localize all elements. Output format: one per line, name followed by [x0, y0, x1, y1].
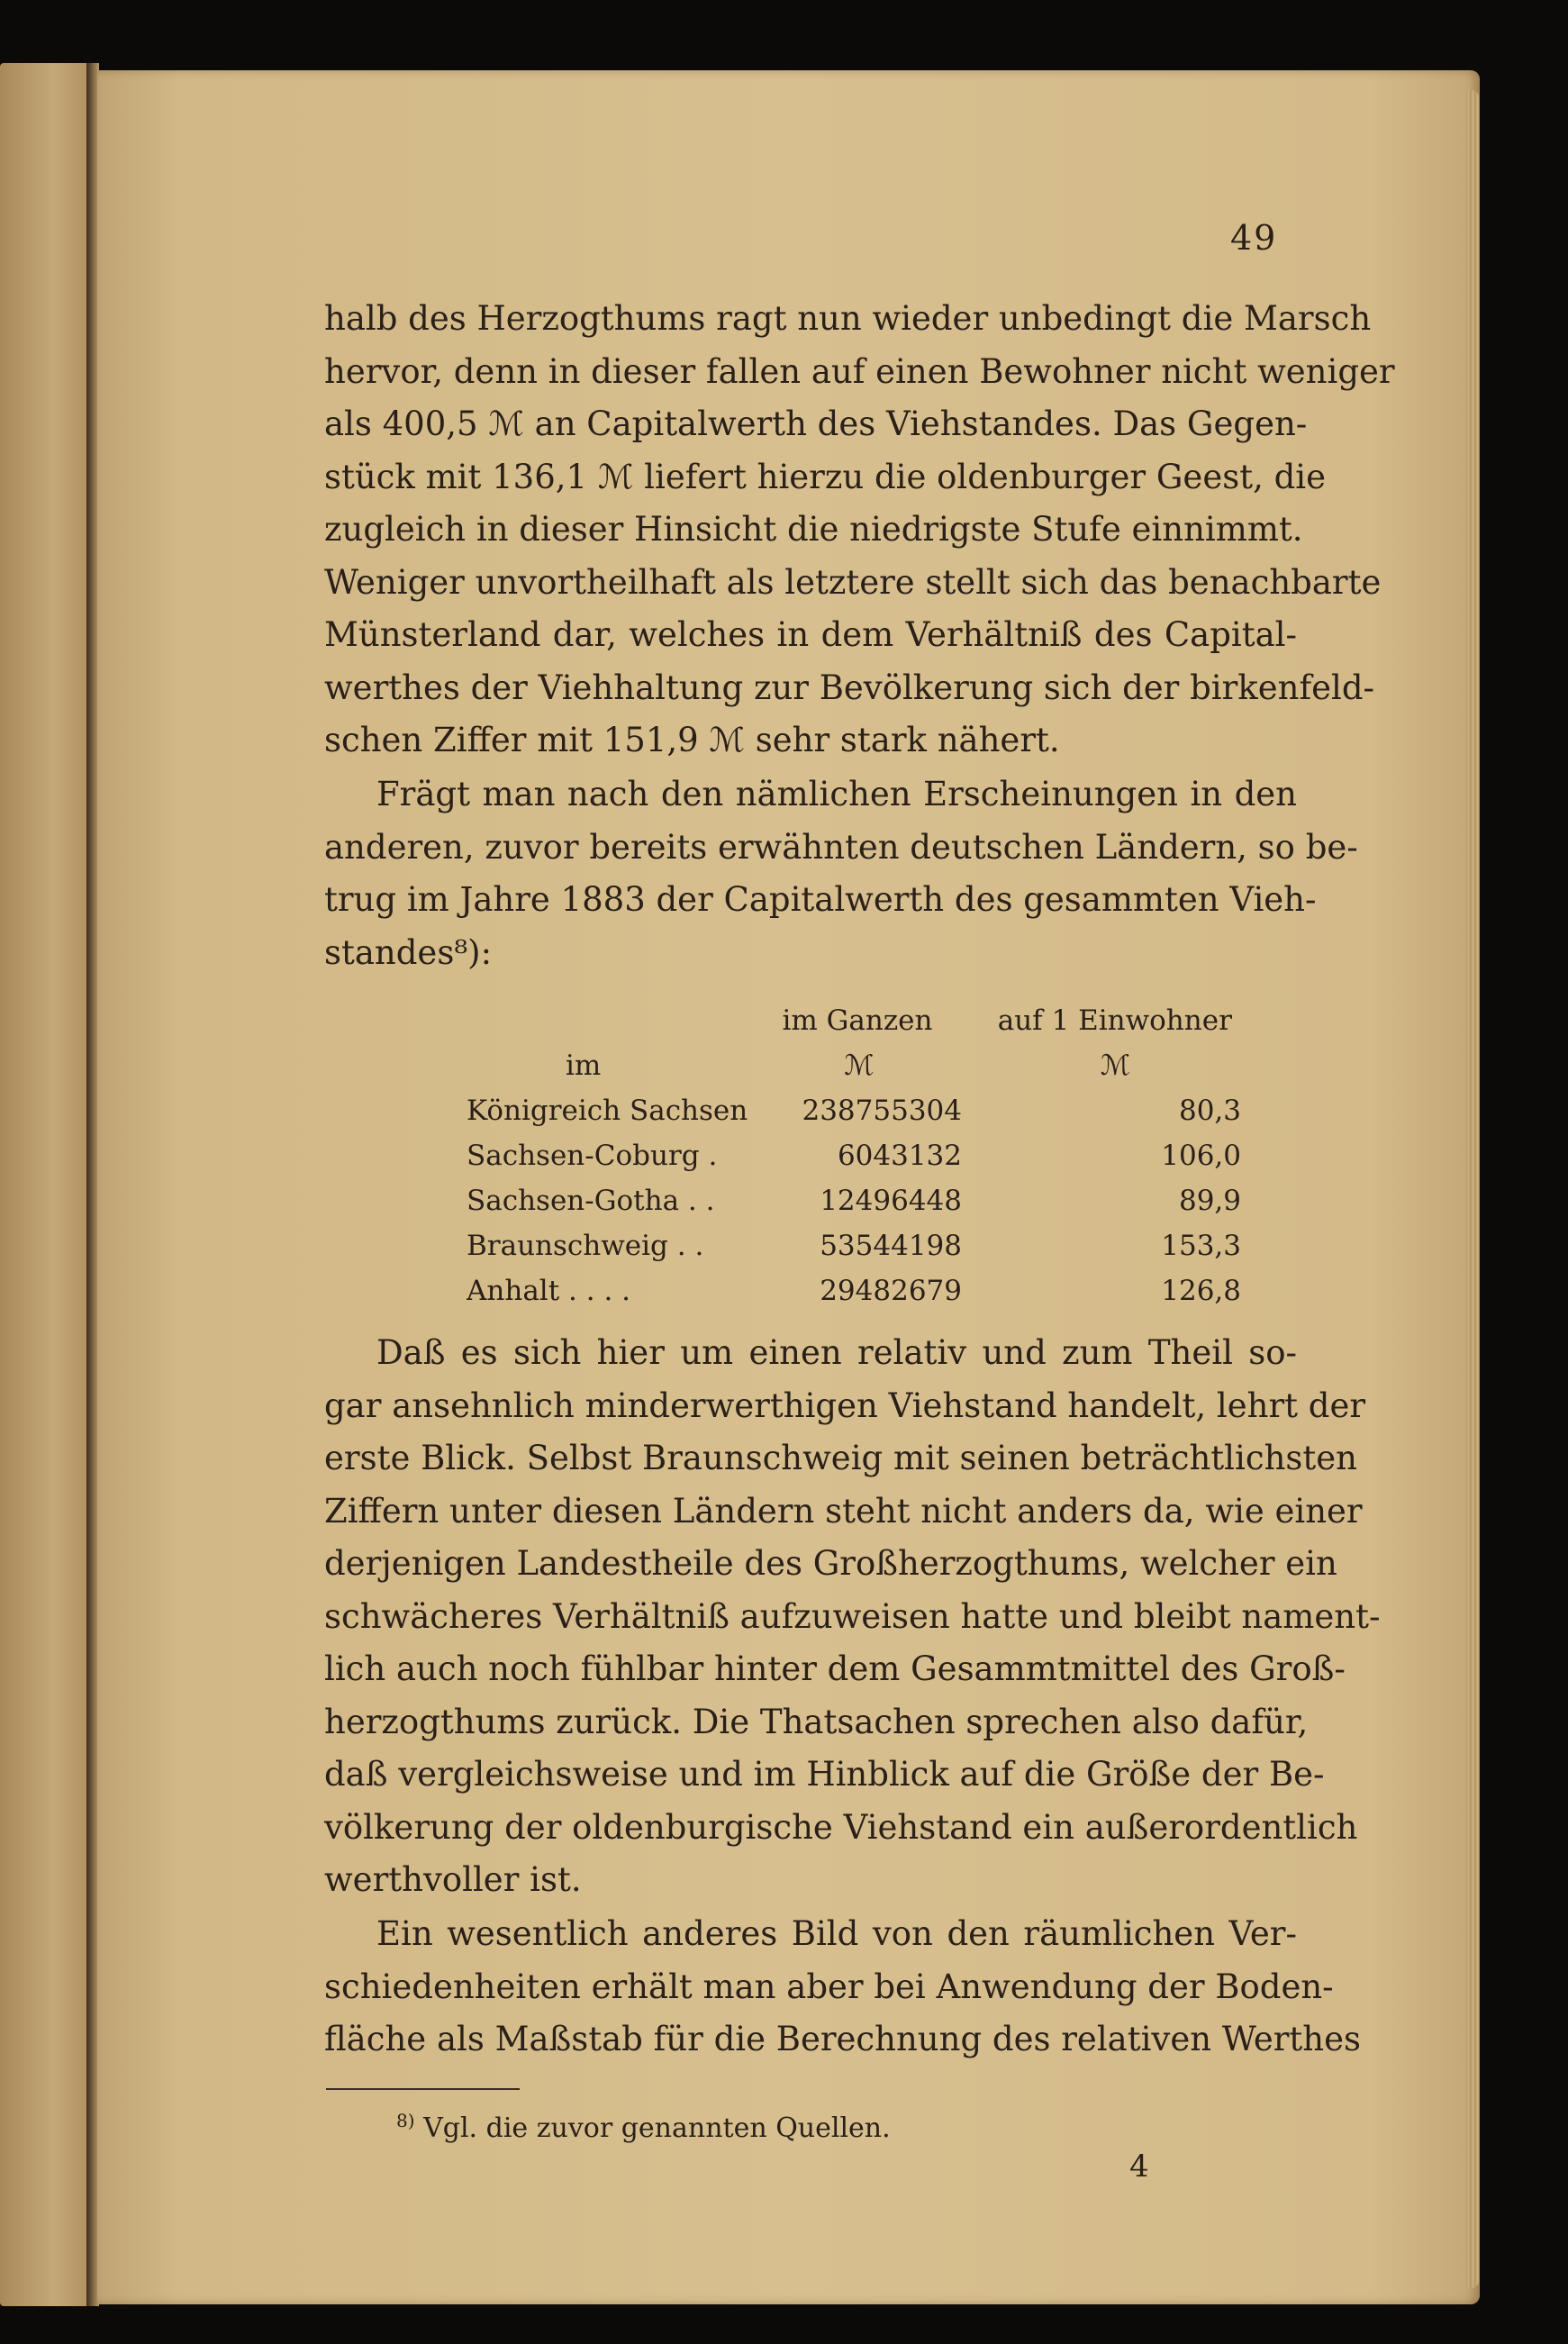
table-cell-per-capita: 126,8	[1161, 1275, 1241, 1307]
text-line: trug im Jahre 1883 der Capitalwerth des gesammten Vieh-	[324, 880, 1317, 919]
table-row	[467, 1178, 1241, 1223]
text-line: herzogthums zurück. Die Thatsachen sprechen also dafür,	[324, 1702, 1309, 1741]
table-unit-cell: ℳ	[844, 1049, 875, 1082]
footnote-rule	[326, 2088, 520, 2090]
signature-mark: 4	[1129, 2149, 1149, 2185]
table-header-cell: im Ganzen	[782, 1004, 933, 1037]
text-line: gar ansehnlich minderwerthigen Viehstand handelt, lehrt der	[324, 1386, 1366, 1425]
text-line: anderen, zuvor bereits erwähnten deutschen Ländern, so be-	[324, 827, 1358, 867]
text-line: fläche als Maßstab für die Berechnung des relativen Werthes	[324, 2020, 1361, 2058]
text-line: schwächeres Verhältniß aufzuweisen hatte und bleibt nament-	[324, 1596, 1381, 1636]
text-line: Daß es sich hier um einen relativ und zum Theil so-	[376, 1333, 1297, 1372]
text-line: stück mit 136,1 ℳ liefert hierzu die oldenburger Geest, die	[324, 457, 1327, 496]
table-unit-cell: im	[566, 1049, 602, 1082]
table-cell-region: Königreich Sachsen	[467, 1095, 748, 1127]
table-cell-region: Anhalt . . . .	[467, 1275, 631, 1307]
table-row	[467, 1088, 1241, 1133]
text-line: Münsterland dar, welches in dem Verhältniß des Capital-	[324, 615, 1297, 654]
table-cell-total: 238755304	[802, 1095, 962, 1127]
table-unit-cell: ℳ	[1100, 1049, 1131, 1082]
text-line: schiedenheiten erhält man aber bei Anwendung der Boden-	[324, 1967, 1334, 2006]
text-line: werthvoller ist.	[324, 1860, 582, 1899]
text-line: lich auch noch fühlbar hinter dem Gesammtmittel des Groß-	[324, 1649, 1346, 1688]
table-cell-per-capita: 80,3	[1178, 1095, 1241, 1127]
table-cell-per-capita: 153,3	[1161, 1230, 1241, 1262]
page-fore-edge	[1466, 90, 1479, 2288]
table-cell-total: 29482679	[820, 1275, 962, 1307]
table-header-row	[467, 998, 1241, 1043]
table-row	[467, 1268, 1241, 1313]
paragraph-1	[324, 293, 1395, 768]
text-line: völkerung der oldenburgische Viehstand ein außerordentlich	[324, 1807, 1358, 1847]
text-line: halb des Herzogthums ragt nun wieder unbedingt die Marsch	[324, 299, 1372, 338]
text-line: daß vergleichsweise und im Hinblick auf die Größe der Be-	[324, 1755, 1325, 1794]
text-line: derjenigen Landestheile des Großherzogthums, welcher ein	[324, 1544, 1337, 1583]
text-line: Ziffern unter diesen Ländern steht nicht anders da, wie einer	[324, 1491, 1363, 1531]
table-cell-per-capita: 89,9	[1178, 1185, 1241, 1217]
text-line: Ein wesentlich anderes Bild von den räumlichen Ver-	[376, 1914, 1297, 1953]
paragraph-4	[324, 1908, 1361, 2067]
text-line: als 400,5 ℳ an Capitalwerth des Viehstandes. Das Gegen-	[324, 404, 1308, 443]
footnote-text: Vgl. die zuvor genannten Quellen.	[423, 2112, 891, 2144]
table-cell-total: 6043132	[837, 1140, 962, 1172]
text-line: werthes der Viehhaltung zur Bevölkerung sich der birkenfeld-	[324, 668, 1375, 707]
livestock-value-table	[467, 998, 1241, 1313]
footnote-marker: 8)	[396, 2110, 415, 2131]
page-number: 49	[1230, 218, 1278, 258]
table-unit-row	[467, 1043, 1241, 1088]
text-line: hervor, denn in dieser fallen auf einen Bewohner nicht weniger	[324, 351, 1395, 391]
facing-page-edge	[0, 63, 90, 2306]
table-cell-per-capita: 106,0	[1161, 1140, 1241, 1172]
paragraph-2	[324, 768, 1358, 979]
table-cell-total: 12496448	[820, 1185, 962, 1217]
text-line: standes⁸):	[324, 932, 493, 972]
table-cell-region: Sachsen-Gotha . .	[467, 1185, 715, 1217]
paragraph-3	[324, 1327, 1381, 1907]
table-cell-total: 53544198	[820, 1230, 962, 1262]
footnote	[396, 2112, 891, 2144]
table-header-cell: auf 1 Einwohner	[997, 1004, 1232, 1037]
table-cell-region: Braunschweig . .	[467, 1230, 704, 1262]
text-line: Frägt man nach den nämlichen Erscheinungen in den	[376, 775, 1297, 813]
text-line: schen Ziffer mit 151,9 ℳ sehr stark nähert.	[324, 721, 1060, 759]
text-line: zugleich in dieser Hinsicht die niedrigste Stufe einnimmt.	[324, 510, 1303, 549]
text-line: Weniger unvortheilhaft als letztere stellt sich das benachbarte	[324, 562, 1382, 602]
table-row	[467, 1223, 1241, 1268]
table-row	[467, 1133, 1241, 1178]
text-line: erste Blick. Selbst Braunschweig mit seinen beträchtlichsten	[324, 1439, 1357, 1477]
table-cell-region: Sachsen-Coburg .	[467, 1140, 718, 1172]
